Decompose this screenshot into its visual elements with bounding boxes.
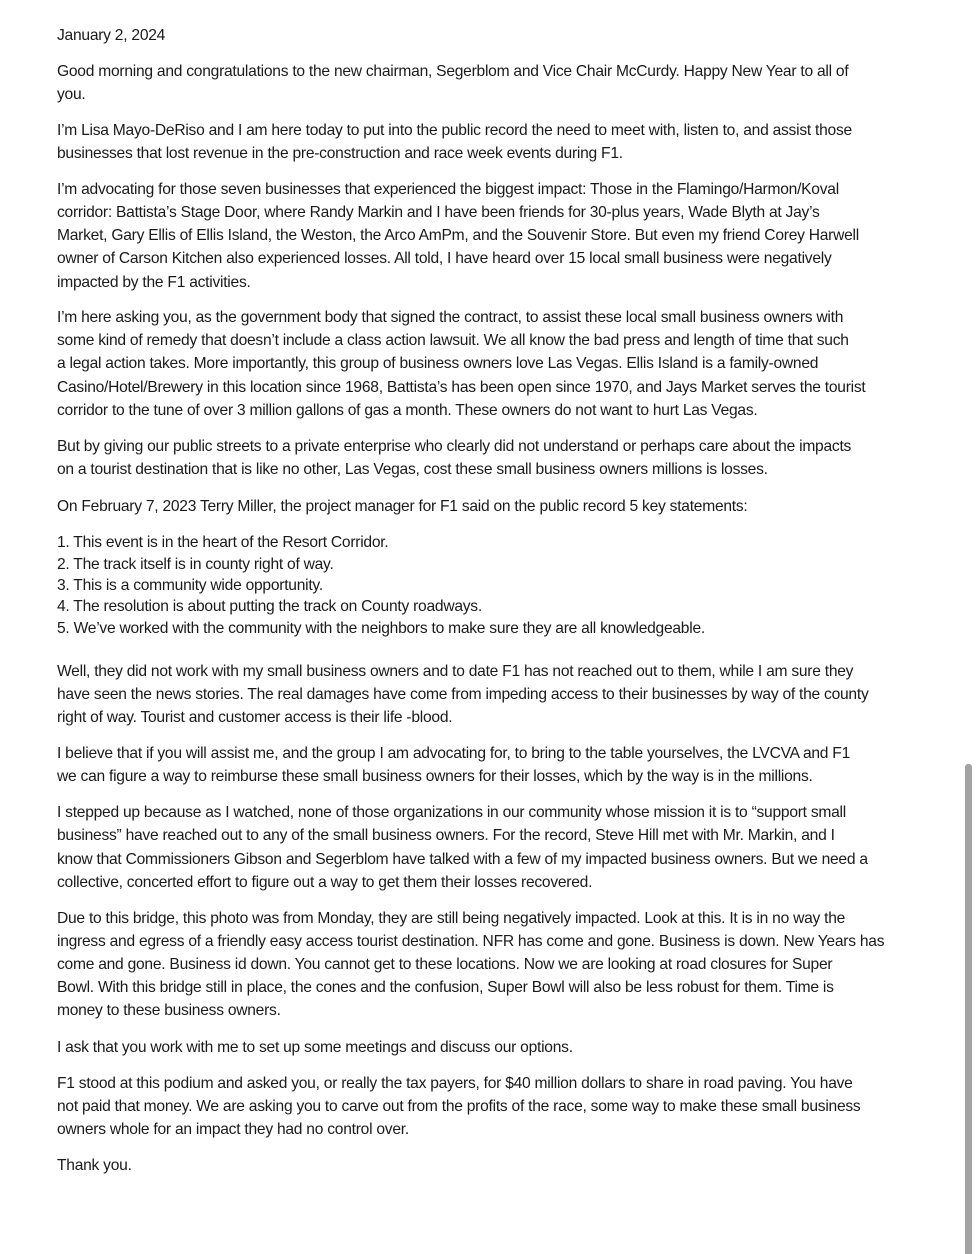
closing: Thank you. [57, 1157, 132, 1174]
paragraph-line: I stepped up because as I watched, none of those organizations in our community whose mission it is to “support small [57, 804, 846, 821]
paragraph-line: right of way. Tourist and customer access is their life -blood. [57, 709, 453, 726]
paragraph-line: Due to this bridge, this photo was from Monday, they are still being negatively impacted. Look at this. It is in no way the [57, 910, 846, 927]
paragraph-line: we can figure a way to reimburse these small business owners for their losses, which by the way is in the millions. [57, 768, 813, 785]
paragraph-line: you. [57, 86, 86, 103]
vertical-scrollbar-thumb[interactable] [965, 764, 972, 1254]
paragraph-line: money to these business owners. [57, 1002, 281, 1019]
paragraph-line: I’m here asking you, as the government body that signed the contract, to assist these local small business owners with [57, 309, 844, 326]
paragraph-line: some kind of remedy that doesn’t include a class action lawsuit. We all know the bad press and length of time that such [57, 332, 849, 349]
paragraph-line: I ask that you work with me to set up some meetings and discuss our options. [57, 1039, 573, 1056]
paragraph-line: Bowl. With this bridge still in place, the cones and the confusion, Super Bowl will also be less robust for them. Time is [57, 979, 834, 996]
paragraph-line: have seen the news stories. The real damages have come from impeding access to their businesses by way of the county [57, 686, 869, 703]
paragraph-line: Market, Gary Ellis of Ellis Island, the Weston, the Arco AmPm, and the Souvenir Store. But even my friend Corey Harwell [57, 227, 859, 244]
list-item: 5. We’ve worked with the community with the neighbors to make sure they are all knowledgeable. [57, 620, 705, 637]
paragraph-line: Casino/Hotel/Brewery in this location since 1968, Battista’s has been open since 1970, and Jays Market serves the tourist [57, 379, 866, 396]
paragraph-line: On February 7, 2023 Terry Miller, the project manager for F1 said on the public record 5 key statements: [57, 498, 748, 515]
paragraph-line: corridor: Battista’s Stage Door, where Randy Markin and I have been friends for 30-plus years, Wade Blyth at Jay’s [57, 204, 820, 221]
paragraph-line: corridor to the tune of over 3 million gallons of gas a month. These owners do not want to hurt Las Vegas. [57, 402, 758, 419]
list-item: 3. This is a community wide opportunity. [57, 577, 323, 594]
paragraph-line: not paid that money. We are asking you to carve out from the profits of the race, some way to make these small business [57, 1098, 861, 1115]
list-item: 2. The track itself is in county right of way. [57, 556, 334, 573]
paragraph-line: I’m advocating for those seven businesses that experienced the biggest impact: Those in the Flamingo/Harmon/Koval [57, 181, 839, 198]
paragraph-line: business” have reached out to any of the small business owners. For the record, Steve Hill met with Mr. Markin, and I [57, 827, 835, 844]
paragraph-line: Well, they did not work with my small business owners and to date F1 has not reached out to them, while I am sure they [57, 663, 854, 680]
paragraph-line: Good morning and congratulations to the new chairman, Segerblom and Vice Chair McCurdy. Happy New Year to all of [57, 63, 849, 80]
paragraph-line: collective, concerted effort to figure out a way to get them their losses recovered. [57, 874, 593, 891]
paragraph-line: I’m Lisa Mayo-DeRiso and I am here today to put into the public record the need to meet with, listen to, and assist those [57, 122, 852, 139]
paragraph-line: on a tourist destination that is like no other, Las Vegas, cost these small business owners millions is losses. [57, 461, 768, 478]
paragraph-line: impacted by the F1 activities. [57, 274, 251, 291]
paragraph-line: ingress and egress of a friendly easy access tourist destination. NFR has come and gone. Business is down. New Years has [57, 933, 885, 950]
paragraph-line: I believe that if you will assist me, and the group I am advocating for, to bring to the table yourselves, the LVCVA and F1 [57, 745, 850, 762]
list-item: 1. This event is in the heart of the Resort Corridor. [57, 534, 389, 551]
paragraph-line: come and gone. Business id down. You cannot get to these locations. Now we are looking at road closures for Super [57, 956, 833, 973]
paragraph-line: a legal action takes. More importantly, this group of business owners love Las Vegas. Ellis Island is a family-owned [57, 355, 819, 372]
paragraph-line: businesses that lost revenue in the pre-construction and race week events during F1. [57, 145, 623, 162]
paragraph-line: owners whole for an impact they had no control over. [57, 1121, 409, 1138]
paragraph-line: But by giving our public streets to a private enterprise who clearly did not understand or perhaps care about the impacts [57, 438, 852, 455]
paragraph-line: owner of Carson Kitchen also experienced losses. All told, I have heard over 15 local small business were negatively [57, 250, 832, 267]
document-date: January 2, 2024 [57, 27, 166, 44]
paragraph-line: F1 stood at this podium and asked you, or really the tax payers, for $40 million dollars to share in road paving. You have [57, 1075, 853, 1092]
list-item: 4. The resolution is about putting the track on County roadways. [57, 598, 482, 615]
paragraph-line: know that Commissioners Gibson and Segerblom have talked with a few of my impacted business owners. But we need a [57, 851, 868, 868]
